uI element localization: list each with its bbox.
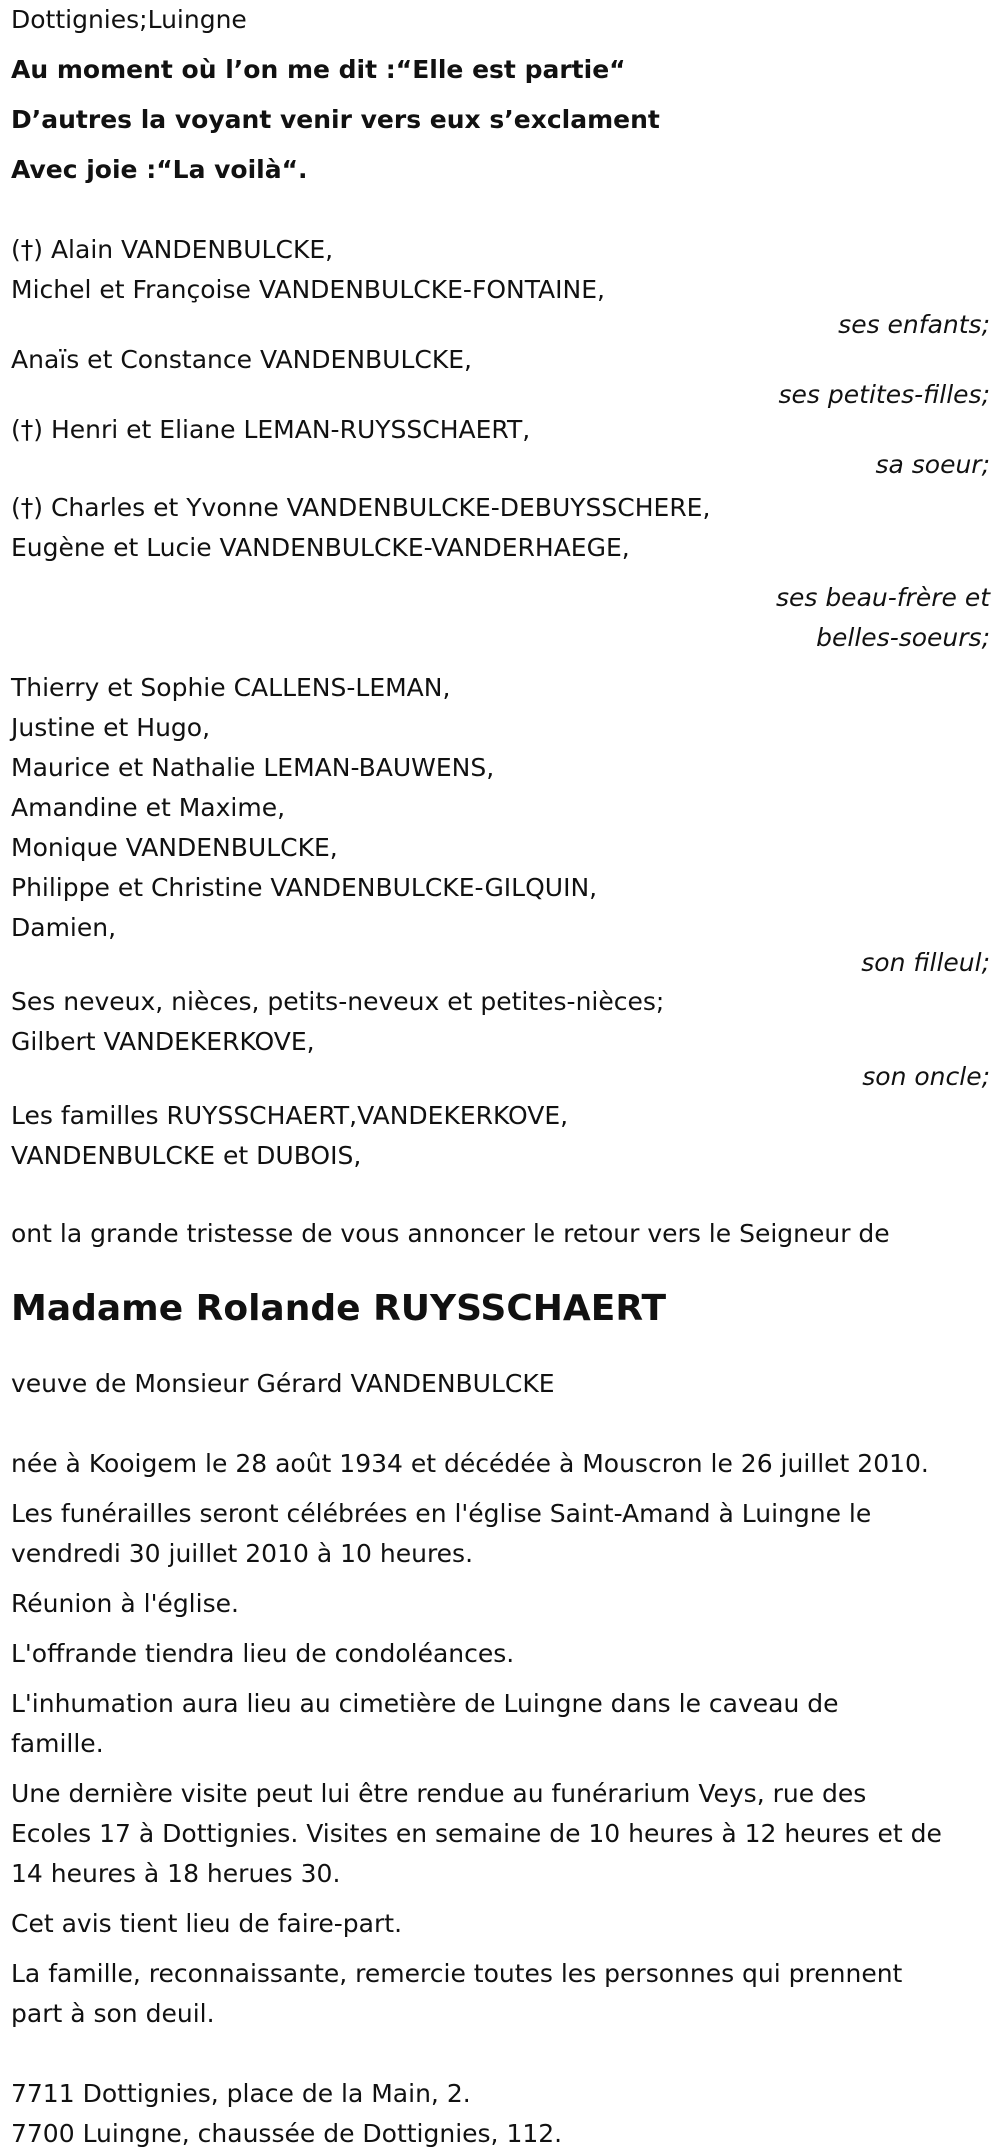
announcement: ont la grande tristesse de vous annoncer le retour vers le Seigneur de (11, 1219, 890, 1248)
family-member: Eugène et Lucie VANDENBULCKE-VANDERHAEGE, (11, 533, 630, 562)
role-granddaughters: ses petites-filles; (778, 380, 990, 409)
detail-line: vendredi 30 juillet 2010 à 10 heures. (11, 1539, 474, 1568)
role-children: ses enfants; (838, 310, 990, 339)
family-member: Gilbert VANDEKERKOVE, (11, 1027, 315, 1056)
deceased-name: Madame Rolande RUYSSCHAERT (11, 1288, 666, 1329)
family-member: Ses neveux, nièces, petits-neveux et petites-nièces; (11, 987, 665, 1016)
family-member: (†) Charles et Yvonne VANDENBULCKE-DEBUYSSCHERE, (11, 493, 711, 522)
role-uncle: son oncle; (862, 1062, 990, 1091)
detail-line: Ecoles 17 à Dottignies. Visites en semaine de 10 heures à 12 heures et de (11, 1819, 942, 1848)
detail-line: famille. (11, 1729, 104, 1758)
detail-line: Une dernière visite peut lui être rendue au funérarium Veys, rue des (11, 1779, 867, 1808)
detail-line: Les funérailles seront célébrées en l'église Saint-Amand à Luingne le (11, 1499, 872, 1528)
family-member: Anaïs et Constance VANDENBULCKE, (11, 345, 472, 374)
family-member: Monique VANDENBULCKE, (11, 833, 338, 862)
birth-death-dates: née à Kooigem le 28 août 1934 et décédée à Mouscron le 26 juillet 2010. (11, 1449, 929, 1478)
detail-paragraph (11, 1634, 1000, 1674)
poem-line: D’autres la voyant venir vers eux s’exclament (11, 105, 660, 134)
family-member: Philippe et Christine VANDENBULCKE-GILQUIN, (11, 873, 598, 902)
detail-line: L'inhumation aura lieu au cimetière de Luingne dans le caveau de (11, 1689, 839, 1718)
role-godson: son filleul; (861, 948, 990, 977)
detail-paragraph (11, 1904, 1000, 1944)
sister-group (11, 410, 1000, 480)
header-location: Dottignies;Luingne (11, 5, 247, 34)
spacer (11, 190, 1000, 230)
family-member: (†) Alain VANDENBULCKE, (11, 235, 334, 264)
address-line: 7711 Dottignies, place de la Main, 2. (11, 2079, 471, 2108)
detail-line: Cet avis tient lieu de faire-part. (11, 1909, 403, 1938)
poem-line: Au moment où l’on me dit :“Elle est partie“ (11, 55, 626, 84)
inlaws-group (11, 488, 1000, 658)
role-inlaws: belles-soeurs; (816, 623, 990, 652)
detail-paragraph (11, 1494, 1000, 1574)
detail-paragraph (11, 1684, 1000, 1764)
role-sister: sa soeur; (875, 450, 990, 479)
detail-paragraph (11, 1954, 1000, 2034)
addresses (11, 2074, 1000, 2154)
role-inlaws: ses beau-frère et (775, 583, 990, 612)
poem-line: Avec joie :“La voilà“. (11, 155, 308, 184)
detail-line: part à son deuil. (11, 1999, 215, 2028)
funeral-details (11, 1494, 1000, 2034)
family-member: (†) Henri et Eliane LEMAN-RUYSSCHAERT, (11, 415, 531, 444)
address-line: 7700 Luingne, chaussée de Dottignies, 112. (11, 2119, 563, 2148)
family-member: Les familles RUYSSCHAERT,VANDEKERKOVE, (11, 1101, 569, 1130)
family-member: Amandine et Maxime, (11, 793, 286, 822)
poem (11, 50, 1000, 190)
detail-paragraph (11, 1774, 1000, 1894)
family-member: Damien, (11, 913, 117, 942)
family-member: VANDENBULCKE et DUBOIS, (11, 1141, 362, 1170)
family-member: Thierry et Sophie CALLENS-LEMAN, (11, 673, 451, 702)
family-member: Michel et Françoise VANDENBULCKE-FONTAINE, (11, 275, 605, 304)
uncle-group (11, 982, 1000, 1092)
families-group (11, 1096, 1000, 1176)
detail-line: La famille, reconnaissante, remercie toutes les personnes qui prennent (11, 1959, 903, 1988)
family-member: Maurice et Nathalie LEMAN-BAUWENS, (11, 753, 495, 782)
detail-paragraph (11, 1584, 1000, 1624)
detail-line: 14 heures à 18 herues 30. (11, 1859, 341, 1888)
granddaughters-group (11, 340, 1000, 410)
others-group (11, 668, 1000, 978)
widow-of: veuve de Monsieur Gérard VANDENBULCKE (11, 1369, 555, 1398)
detail-line: L'offrande tiendra lieu de condoléances. (11, 1639, 515, 1668)
family-member: Justine et Hugo, (11, 713, 211, 742)
children-group (11, 230, 1000, 340)
detail-line: Réunion à l'église. (11, 1589, 239, 1618)
